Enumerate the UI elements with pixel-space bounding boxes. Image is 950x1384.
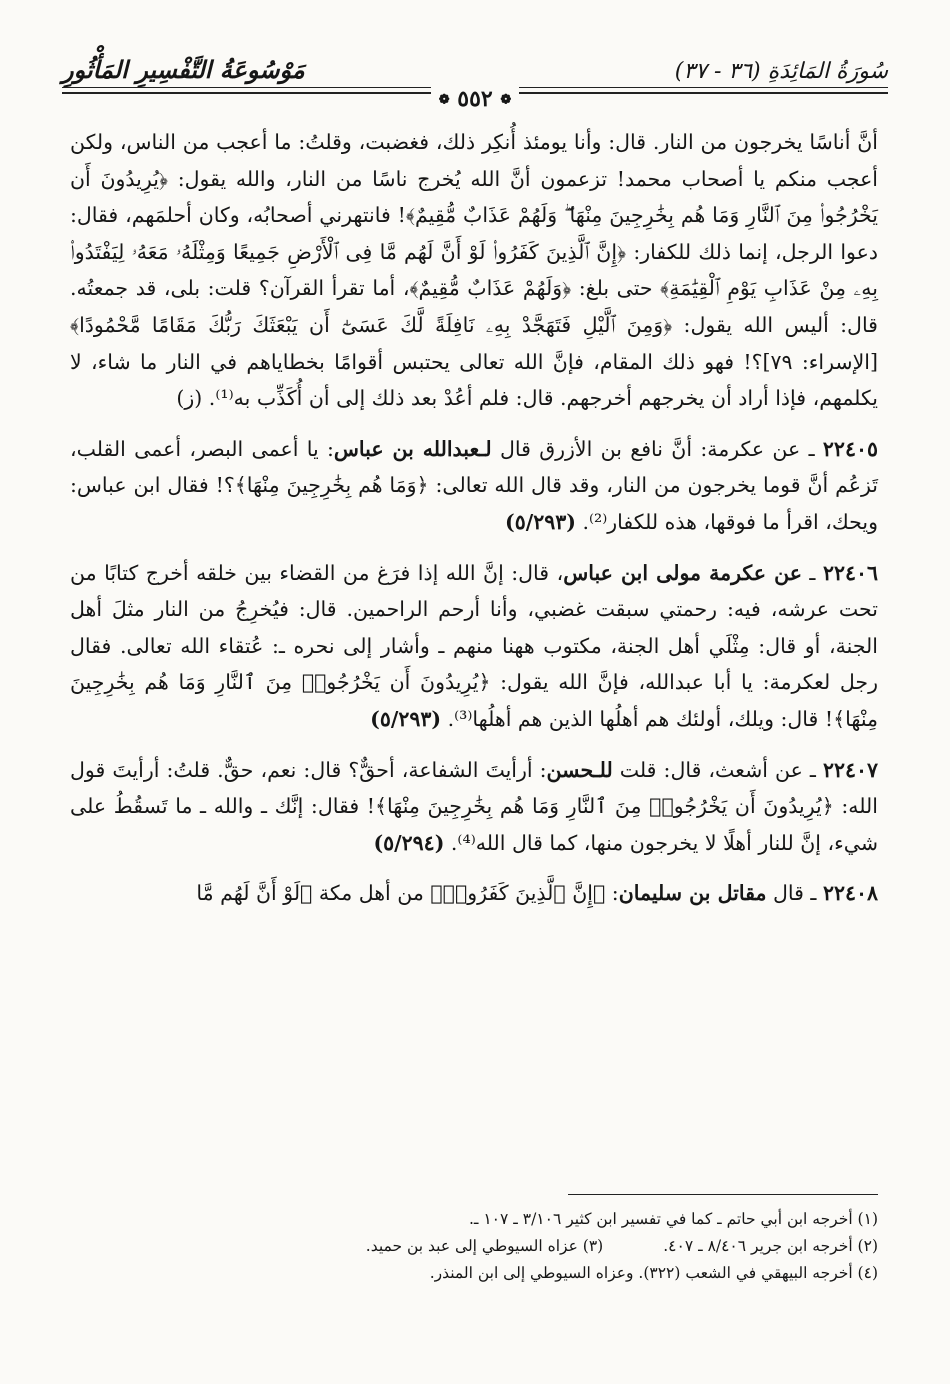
footnote-1: (١) أخرجه ابن أبي حاتم ـ كما في تفسير ابن كثير ٣/١٠٦ ـ ١٠٧ ـ. [468,1210,878,1228]
narrator-name: لـعبدالله بن عباس [333,436,492,461]
narrator-name: عن عكرمة مولى ابن عباس [563,560,802,585]
entry-text: ـ عن عكرمة: أنَّ نافع بن الأزرق قال [491,436,823,461]
entry-text: ، قال: إنَّ الله إذا فرَغ من القضاء بين خلقه أخرج كتابًا من تحت عرشه، فيه: رحمتي سبقت غضبي، وأنا أرحم الراحمين. قال: فيُخرِجُ من النار مثلَ أهل الجنة، أو قال: مِثْلَي أهل الجنة، مكتوب ههنا منهم ـ وأشار إلى نحره ـ: عُتقاء الله تعالى. فقال رجل لعكرمة: يا أبا عبدالله، فإنَّ الله يقول: ﴿يُرِيدُونَ أَن يَخْرُجُوا۟ مِنَ ٱلنَّارِ وَمَا هُم بِخَٰرِجِينَ مِنْهَا﴾! قال: ويلك، أولئك هم أهلُها الذين هم أهلُها⁽³⁾. [70,560,878,731]
entry-text: : أرأيتَ الشفاعة، أحقٌّ؟ قال: نعم، حقٌّ. قلتُ: أرأيتَ قول الله: ﴿يُرِيدُونَ أَن يَخْرُجُوا۟ مِنَ ٱلنَّارِ وَمَا هُم بِخَٰرِجِينَ مِنْهَا﴾! فقال: إنَّك ـ والله ـ ما تَسقُطُ على شيء، إنَّ للنار أهلًا لا يخرجون منها، كما قال الله⁽⁴⁾. [70,757,878,855]
source-ref: (٥/٢٩٣) [505,509,576,534]
entry-text: ـ [801,560,823,585]
entry-number: ٢٢٤٠٧ [822,757,878,782]
narrator-name: للـحسن [546,757,613,782]
footnotes [70,1206,878,1287]
footnote-2: (٢) أخرجه ابن جرير ٨/٤٠٦ ـ ٤٠٧. [663,1237,878,1255]
narrator-name: مقاتل بن سليمان [618,881,767,906]
entry-text: ـ عن أشعث، قال: قلت [612,757,823,782]
ornament-icon: ❁ [500,92,512,108]
page-number-bar [0,86,950,112]
page-number [431,86,520,112]
book-title: مَوْسُوعَةُ التَّفْسِيرِ المَأْثُورِ [62,55,305,84]
entry-22407 [70,752,878,862]
footnote-row [70,1233,878,1260]
page-number-value: ٥٥٢ [457,86,493,112]
footnote-3: (٣) عزاه السيوطي إلى عبد بن حميد. [365,1237,604,1255]
entry-number: ٢٢٤٠٥ [822,436,878,461]
source-ref: (٥/٢٩٤) [373,830,445,855]
entry-number: ٢٢٤٠٨ [822,881,878,906]
main-text [70,124,878,912]
entry-text: ـ قال [766,881,823,906]
entry-22405 [70,431,878,541]
entry-text: : يا أعمى البصر، أعمى القلب، تَزعُم أنَّ قوما يخرجون من النار، وقد قال الله تعالى: ﴿وَمَا هُم بِخَٰرِجِينَ مِنْهَا﴾؟! فقال ابن عباس: ويحك، اقرأ ما فوقها، هذه للكفار⁽²⁾. [70,436,878,534]
surah-title: سُورَةُ المَائِدَةِ (٣٦ - ٣٧) [674,59,888,84]
entry-22408 [70,875,878,912]
ornament-icon: ❁ [438,92,450,108]
entry-text: : ﴿إِنَّ ٱلَّذِينَ كَفَرُوا۟﴾ من أهل مكة ﴿لَوْ أَنَّ لَهُم مَّا [196,881,619,906]
entry-22406 [70,555,878,738]
entry-number: ٢٢٤٠٦ [822,560,878,585]
paragraph-continued: أنَّ أناسًا يخرجون من النار. قال: وأنا يومئذ أُنكِر ذلك، فغضبت، وقلتُ: ما أعجب من الناس، ولكن أعجب منكم يا أصحاب محمد! تزعمون أنَّ الله يُخرج ناسًا من النار، والله يقول: ﴿يُرِيدُونَ أَن يَخْرُجُوا۟ مِنَ ٱلنَّارِ وَمَا هُم بِخَٰرِجِينَ مِنْهَا ۖ وَلَهُمْ عَذَابٌ مُّقِيمٌ﴾! فانتهرني أصحابُه، وكان أحلمَهم، فقال: دعوا الرجل، إنما ذلك للكفار: ﴿إِنَّ ٱلَّذِينَ كَفَرُوا۟ لَوْ أَنَّ لَهُم مَّا فِى ٱلْأَرْضِ جَمِيعًا وَمِثْلَهُۥ مَعَهُۥ لِيَفْتَدُوا۟ بِهِۦ مِنْ عَذَابِ يَوْمِ ٱلْقِيَٰمَةِ﴾ حتى بلغ: ﴿وَلَهُمْ عَذَابٌ مُّقِيمٌ﴾، أما تقرأ القرآن؟ قلت: بلى، قد جمعتُه. قال: أليس الله يقول: ﴿وَمِنَ ٱلَّيْلِ فَتَهَجَّدْ بِهِۦ نَافِلَةً لَّكَ عَسَىٰٓ أَن يَبْعَثَكَ رَبُّكَ مَقَامًا مَّحْمُودًا﴾ [الإسراء: ٧٩]؟! فهو ذلك المقام، فإنَّ الله تعالى يحتبس أقوامًا بخطاياهم في النار ما شاء، لا يكلمهم، فإذا أراد أن يخرجهم أخرجهم. قال: فلم أعُدْ بعد ذلك إلى أن أُكَذِّب به⁽¹⁾. (ز) [70,130,878,411]
footnote-separator [568,1194,878,1195]
source-ref: (٥/٢٩٣) [370,706,442,731]
footnote-4: (٤) أخرجه البيهقي في الشعب (٣٢٢). وعزاه السيوطي إلى ابن المنذر. [429,1264,878,1282]
